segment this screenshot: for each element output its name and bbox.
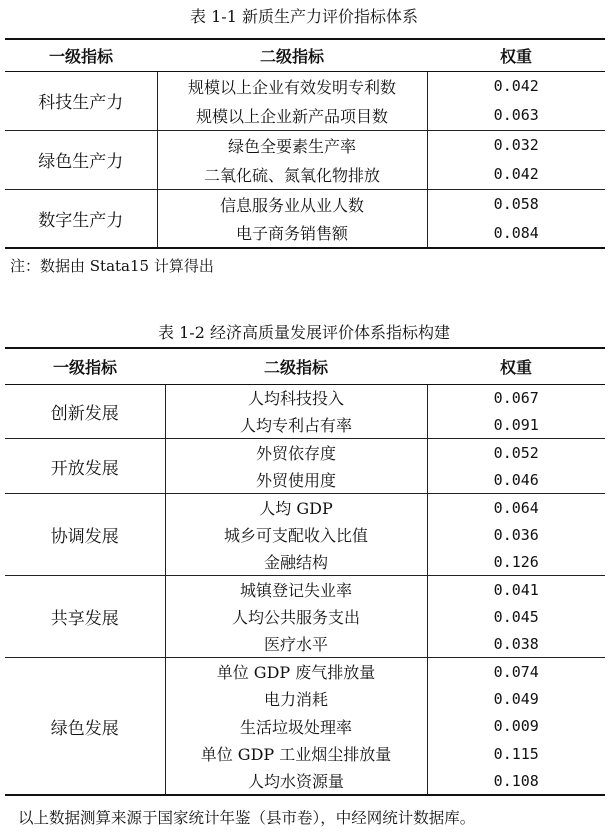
secondary-indicator: 人均公共服务支出 (165, 603, 427, 630)
table-row (5, 71, 605, 101)
secondary-indicator: 外贸依存度 (165, 439, 427, 466)
table-header-row (5, 39, 605, 71)
weight-value: 0.045 (427, 603, 605, 630)
table-row (5, 658, 605, 685)
secondary-indicator: 单位 GDP 工业烟尘排放量 (165, 740, 427, 767)
weight-value: 0.091 (427, 411, 605, 438)
secondary-indicator: 金融结构 (165, 548, 427, 575)
secondary-indicator: 二氧化硫、氮氧化物排放 (157, 160, 427, 190)
secondary-indicator: 规模以上企业新产品项目数 (157, 101, 427, 131)
secondary-indicator: 医疗水平 (165, 631, 427, 658)
header-level1: 一级指标 (5, 39, 157, 71)
weight-value: 0.042 (427, 71, 605, 101)
evaluation-table-1 (5, 38, 605, 249)
weight-value: 0.063 (427, 101, 605, 131)
weight-value: 0.032 (427, 130, 605, 160)
weight-value: 0.041 (427, 576, 605, 603)
header-level2: 二级指标 (165, 348, 427, 384)
secondary-indicator: 电子商务销售额 (157, 219, 427, 249)
table-row (5, 439, 605, 466)
secondary-indicator: 人均水资源量 (165, 767, 427, 794)
secondary-indicator: 城乡可支配收入比值 (165, 521, 427, 548)
primary-indicator: 协调发展 (5, 494, 165, 576)
header-weight: 权重 (427, 348, 605, 384)
data-source-note: 以上数据测算来源于国家统计年鉴（县市卷），中经网统计数据库。 (18, 809, 476, 827)
secondary-indicator: 规模以上企业有效发明专利数 (157, 71, 427, 101)
table-row (5, 494, 605, 521)
primary-indicator: 开放发展 (5, 439, 165, 494)
primary-indicator: 数字生产力 (5, 189, 157, 248)
table-row (5, 384, 605, 411)
secondary-indicator: 生活垃圾处理率 (165, 713, 427, 740)
header-level1: 一级指标 (5, 348, 165, 384)
primary-indicator: 绿色发展 (5, 658, 165, 795)
weight-value: 0.052 (427, 439, 605, 466)
weight-value: 0.049 (427, 685, 605, 712)
primary-indicator: 创新发展 (5, 384, 165, 439)
secondary-indicator: 外贸使用度 (165, 466, 427, 493)
weight-value: 0.036 (427, 521, 605, 548)
secondary-indicator: 人均科技投入 (165, 384, 427, 411)
table-row (5, 130, 605, 160)
secondary-indicator: 人均专利占有率 (165, 411, 427, 438)
weight-value: 0.009 (427, 713, 605, 740)
weight-value: 0.115 (427, 740, 605, 767)
secondary-indicator: 城镇登记失业率 (165, 576, 427, 603)
header-level2: 二级指标 (157, 39, 427, 71)
primary-indicator: 科技生产力 (5, 71, 157, 130)
secondary-indicator: 电力消耗 (165, 685, 427, 712)
weight-value: 0.126 (427, 548, 605, 575)
table1-caption: 表 1-1 新质生产力评价指标体系 (190, 7, 418, 26)
weight-value: 0.064 (427, 494, 605, 521)
weight-value: 0.042 (427, 160, 605, 190)
weight-value: 0.067 (427, 384, 605, 411)
weight-value: 0.038 (427, 631, 605, 658)
weight-value: 0.084 (427, 219, 605, 249)
weight-value: 0.046 (427, 466, 605, 493)
weight-value: 0.108 (427, 767, 605, 794)
table1-note: 注：数据由 Stata15 计算得出 (10, 257, 214, 275)
weight-value: 0.074 (427, 658, 605, 685)
secondary-indicator: 绿色全要素生产率 (157, 130, 427, 160)
secondary-indicator: 单位 GDP 废气排放量 (165, 658, 427, 685)
table-row (5, 189, 605, 219)
secondary-indicator: 信息服务业从业人数 (157, 189, 427, 219)
secondary-indicator: 人均 GDP (165, 494, 427, 521)
table2-caption: 表 1-2 经济高质量发展评价体系指标构建 (158, 323, 450, 342)
primary-indicator: 绿色生产力 (5, 130, 157, 189)
primary-indicator: 共享发展 (5, 576, 165, 658)
table-header-row (5, 348, 605, 384)
table-row (5, 576, 605, 603)
header-weight: 权重 (427, 39, 605, 71)
evaluation-table-2 (5, 347, 605, 796)
weight-value: 0.058 (427, 189, 605, 219)
